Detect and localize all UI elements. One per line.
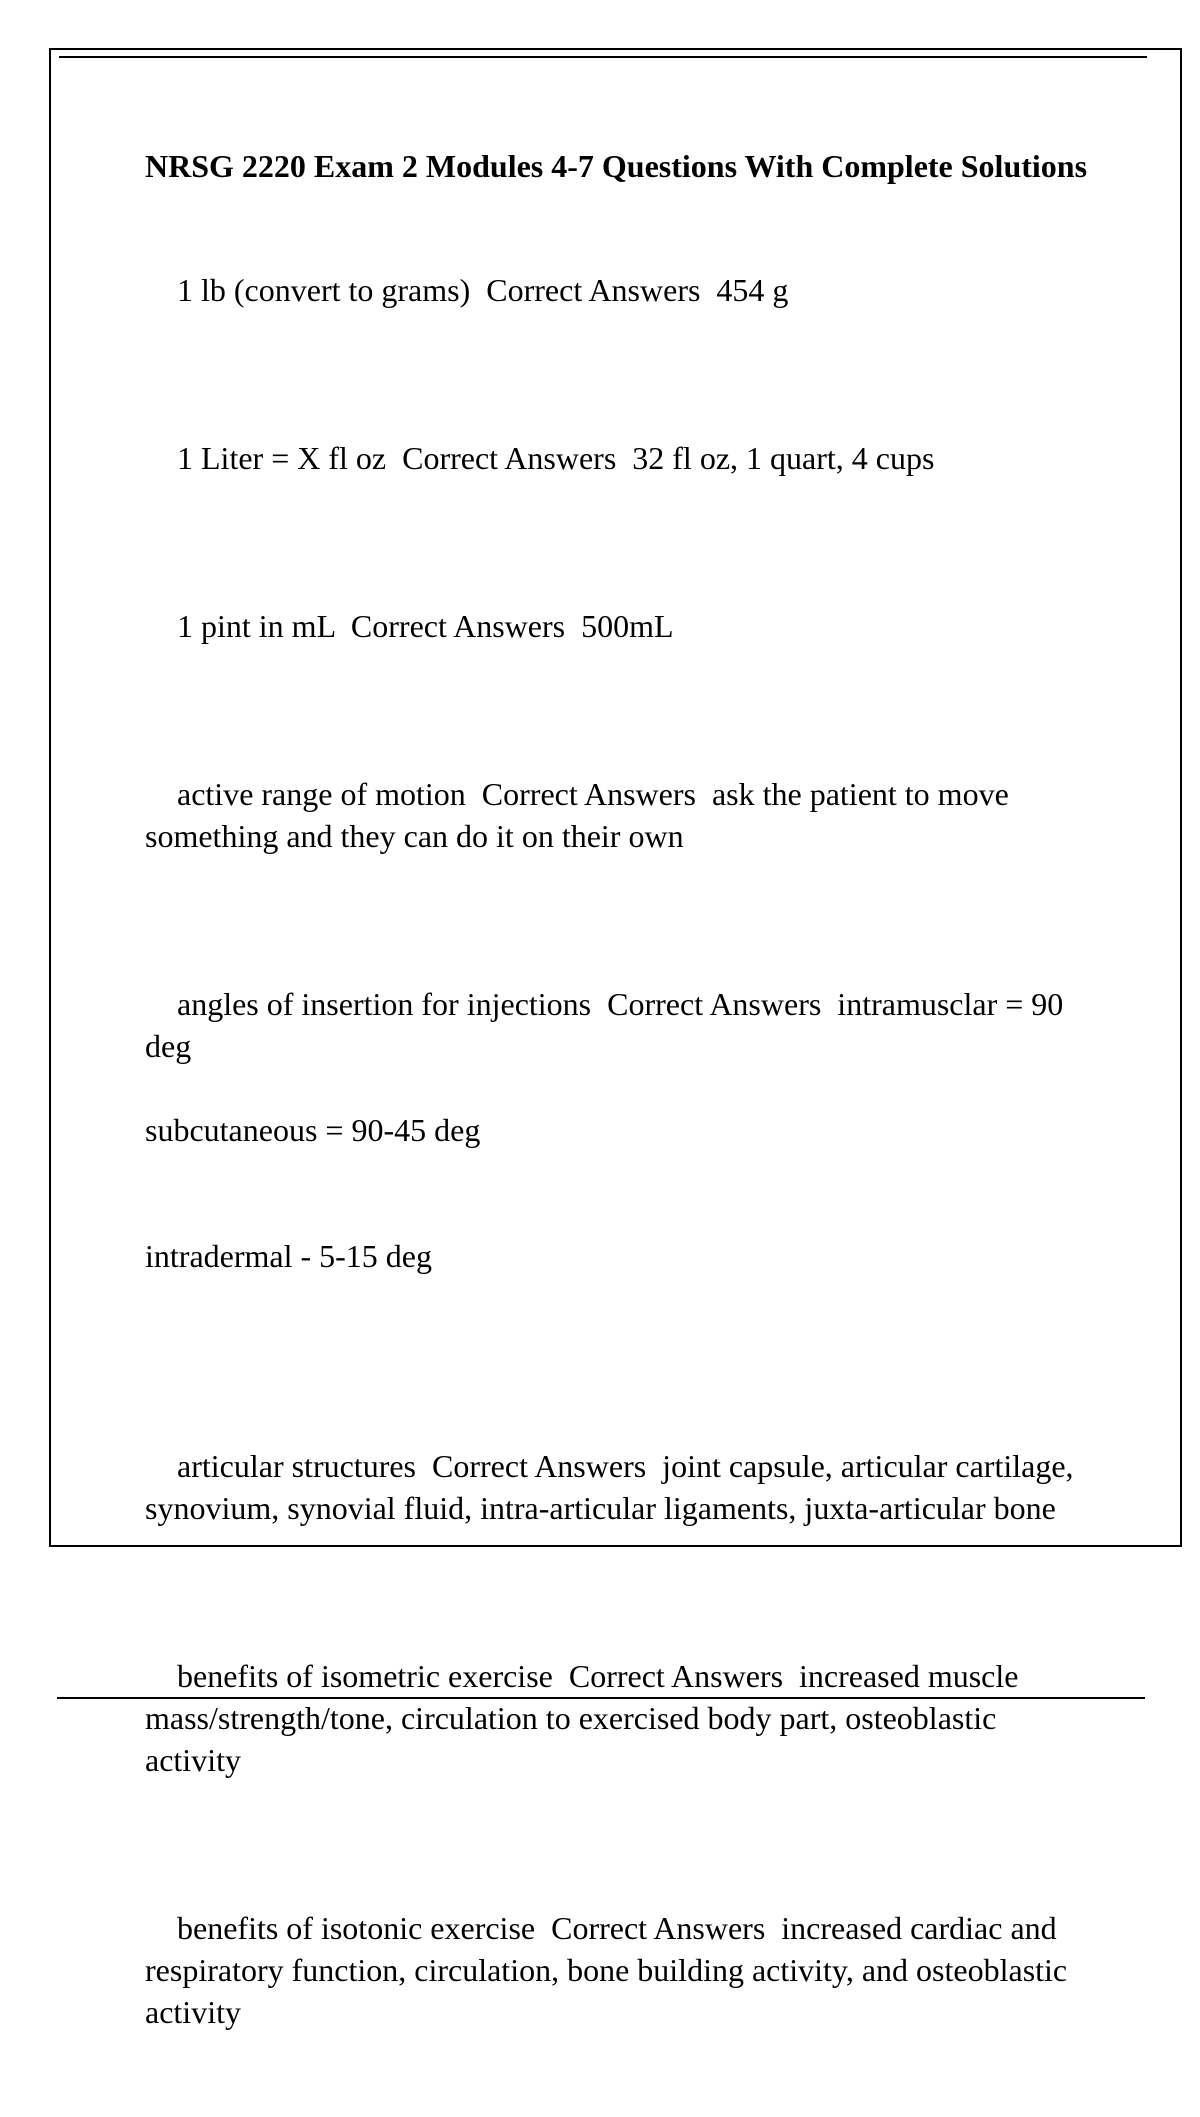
correct-answers-label: Correct Answers — [402, 440, 617, 476]
question-text: 1 pint in mL — [177, 608, 335, 644]
correct-answers-label: Correct Answers — [551, 1910, 766, 1946]
correct-answers-label: Correct Answers — [607, 986, 822, 1022]
answer-text: intramusclar = 90 deg — [145, 986, 1072, 1064]
question-text: active range of motion — [177, 776, 466, 812]
answer-line: intradermal - 5-15 deg — [145, 1238, 432, 1274]
qa-entry — [145, 227, 1095, 353]
question-text: angles of insertion for injections — [177, 986, 592, 1022]
answer-text: increased muscle mass/strength/tone, circulation to exercised body part, osteoblastic activity — [145, 1658, 1027, 1778]
answer-line: subcutaneous = 90-45 deg — [145, 1112, 481, 1148]
qa-entry — [145, 1613, 1095, 1823]
answer-text: 454 g — [716, 272, 789, 308]
answer-text: 32 fl oz, 1 quart, 4 cups — [632, 440, 935, 476]
question-text: 1 lb (convert to grams) — [177, 272, 471, 308]
answer-text: ask the patient to move something and they can do it on their own — [145, 776, 1017, 854]
qa-entry — [145, 395, 1095, 521]
correct-answers-label: Correct Answers — [350, 608, 566, 644]
correct-answers-label: Correct Answers — [432, 1448, 647, 1484]
answer-text: increased cardiac and respiratory function, circulation, bone building activity, and osteoblastic activity — [145, 1910, 1076, 2030]
correct-answers-label: Correct Answers — [486, 272, 701, 308]
top-divider — [59, 56, 1147, 58]
document-title: NRSG 2220 Exam 2 Modules 4-7 Questions With Complete Solutions — [145, 148, 1088, 184]
qa-entry — [145, 1403, 1095, 1571]
question-text: benefits of isotonic exercise — [177, 1910, 536, 1946]
qa-entry — [145, 941, 1095, 1361]
document-body — [145, 145, 1095, 2117]
qa-entry — [145, 563, 1095, 689]
correct-answers-label: Correct Answers — [481, 776, 696, 812]
correct-answers-label: Correct Answers — [568, 1658, 784, 1694]
question-text: benefits of isometric exercise — [177, 1658, 553, 1694]
question-text: articular structures — [177, 1448, 416, 1484]
question-text: 1 Liter = X fl oz — [177, 440, 387, 476]
qa-entry — [145, 731, 1095, 899]
qa-entry — [145, 1865, 1095, 2075]
answer-text: 500mL — [581, 608, 674, 644]
answer-text: joint capsule, articular cartilage, synovium, synovial fluid, intra-articular ligaments, juxta-articular bone — [145, 1448, 1082, 1526]
